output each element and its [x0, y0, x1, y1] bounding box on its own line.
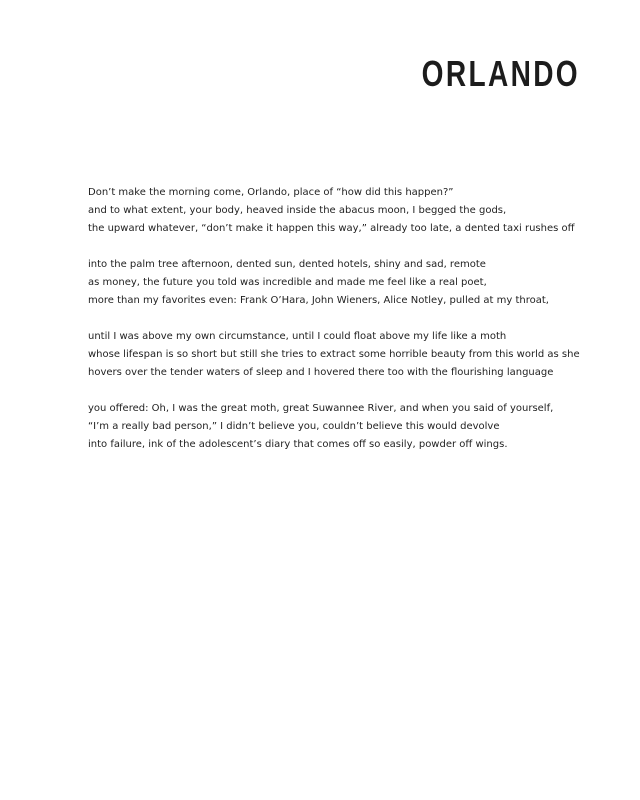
stanza	[88, 400, 608, 454]
poem-line: the upward whatever, “don’t make it happen this way,” already too late, a dented taxi rushes off	[88, 223, 575, 234]
poem-line: “I’m a really bad person,” I didn’t believe you, couldn’t believe this would devolve	[88, 421, 500, 432]
poem-line: and to what extent, your body, heaved inside the abacus moon, I begged the gods,	[88, 205, 507, 216]
stanza	[88, 184, 608, 238]
poem-line: more than my favorites even: Frank O’Hara, John Wieners, Alice Notley, pulled at my throat,	[88, 295, 549, 306]
poem-line: Don’t make the morning come, Orlando, place of “how did this happen?”	[88, 187, 454, 198]
poem-line: into the palm tree afternoon, dented sun, dented hotels, shiny and sad, remote	[88, 259, 486, 270]
poem-body	[88, 184, 608, 472]
poem-line: until I was above my own circumstance, until I could float above my life like a moth	[88, 331, 507, 342]
poem-line: into failure, ink of the adolescent’s diary that comes off so easily, powder off wings.	[88, 439, 508, 450]
poem-line: hovers over the tender waters of sleep and I hovered there too with the flourishing language	[88, 367, 554, 378]
poem-line: you offered: Oh, I was the great moth, great Suwannee River, and when you said of yourself,	[88, 403, 554, 414]
stanza	[88, 328, 608, 382]
poem-title: ORLANDO	[421, 53, 580, 94]
poem-line: as money, the future you told was incredible and made me feel like a real poet,	[88, 277, 487, 288]
stanza	[88, 256, 608, 310]
poem-line: whose lifespan is so short but still she tries to extract some horrible beauty from this world as she	[88, 349, 580, 360]
